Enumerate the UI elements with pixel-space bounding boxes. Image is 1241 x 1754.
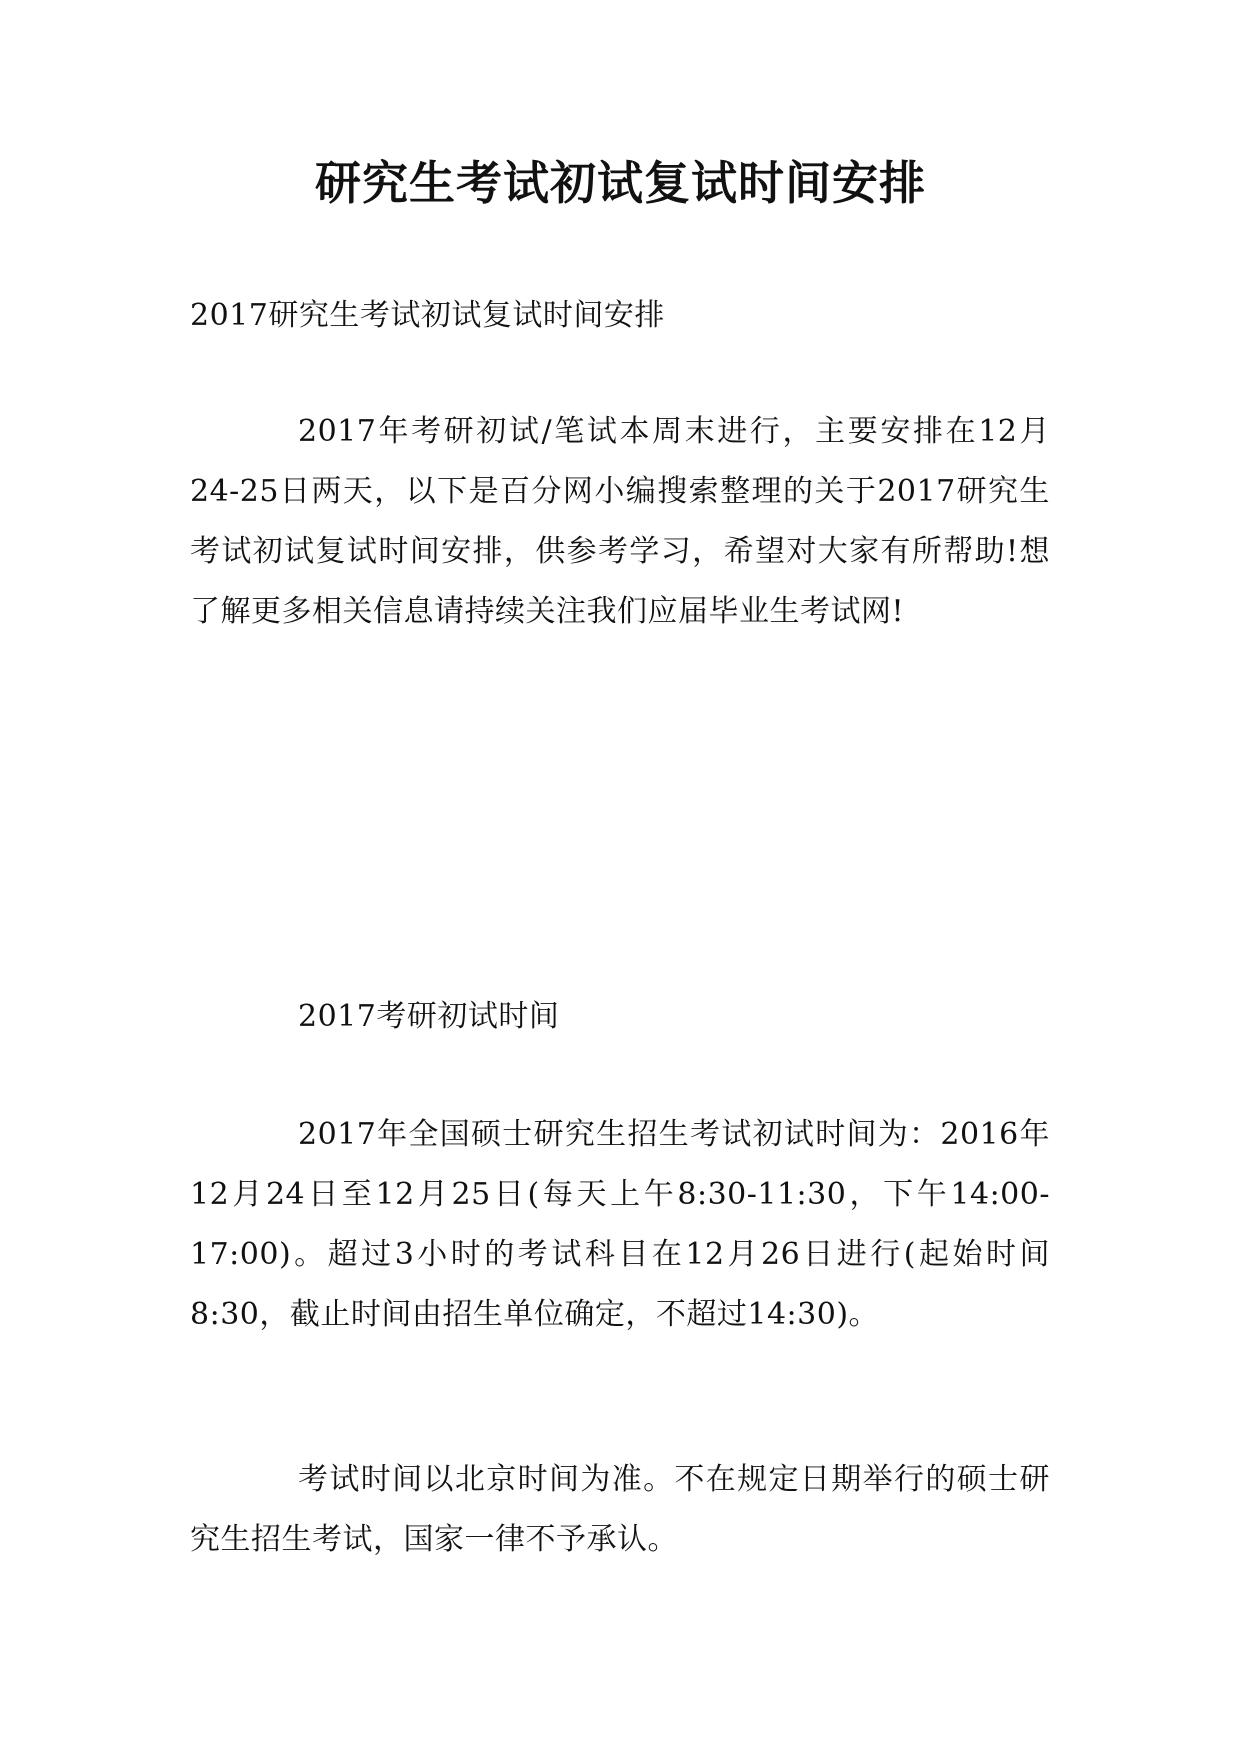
document-subtitle: 2017研究生考试初试复试时间安排 <box>190 298 665 333</box>
document-title: 研究生考试初试复试时间安排 <box>315 156 926 210</box>
notice-paragraph: 考试时间以北京时间为准。不在规定日期举行的硕士研究生招生考试，国家一律不予承认。 <box>190 1462 1050 1557</box>
intro-paragraph: 2017年考研初试/笔试本周末进行，主要安排在12月24-25日两天，以下是百分网小编搜索整理的关于2017研究生考试初试复试时间安排，供参考学习，希望对大家有所帮助!想了解更多相关信息请持续关注我们应届毕业生考试网! <box>190 414 1050 629</box>
section-heading: 2017考研初试时间 <box>298 999 560 1034</box>
schedule-paragraph: 2017年全国硕士研究生招生考试初试时间为：2016年12月24日至12月25日(每天上午8:30-11:30，下午14:00-17:00)。超过3小时的考试科目在12月26日进行(起始时间8:30，截止时间由招生单位确定，不超过14:30)。 <box>190 1117 1050 1332</box>
